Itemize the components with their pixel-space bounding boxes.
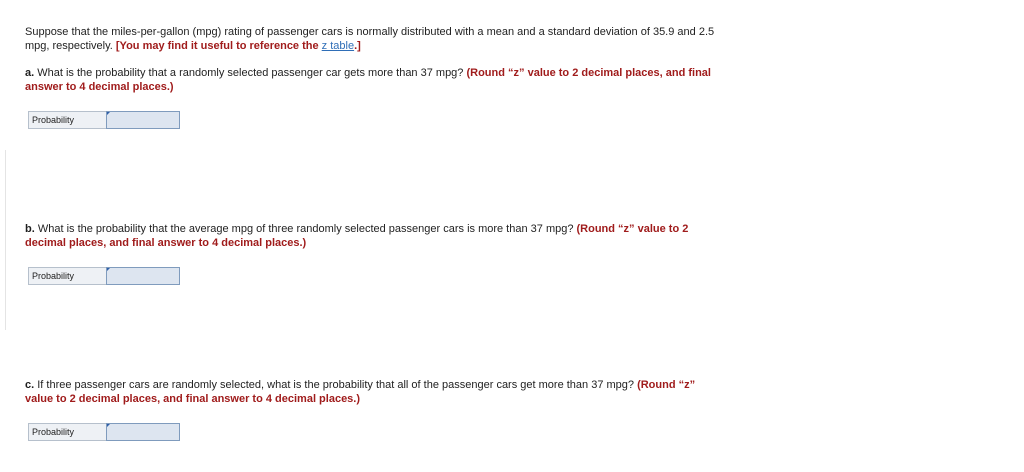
probability-input-wrap-a	[106, 111, 180, 129]
question-content	[25, 25, 725, 437]
question-b-text: What is the probability that the average mpg of three randomly selected passenger cars is more than 37 mpg?	[34, 223, 577, 235]
question-c-instruction: (Round “z” value to 2 decimal places, and final answer to 4 decimal places.)	[25, 379, 696, 405]
question-c	[25, 378, 725, 406]
question-c-prefix: c.	[25, 379, 35, 391]
probability-input-wrap-b	[106, 267, 180, 285]
answer-row-b	[28, 267, 180, 285]
z-table-link[interactable]: z table	[321, 40, 355, 52]
intro-text: Suppose that the miles-per-gallon (mpg) rating of passenger cars is normally distributed with a mean and a standard deviation of 35.9 and 2.5 mpg, respectively.	[25, 26, 715, 52]
question-b-instruction: (Round “z” value to 2 decimal places, and final answer to 4 decimal places.)	[25, 223, 689, 249]
hint-close-text: .]	[354, 40, 361, 52]
hint-open-text: [You may find it useful to reference the	[115, 40, 322, 52]
question-c-text: If three passenger cars are randomly selected, what is the probability that all of the passenger cars get more than 37 mpg?	[34, 379, 638, 391]
question-a-instruction: (Round “z” value to 2 decimal places, and final answer to 4 decimal places.)	[25, 67, 711, 93]
probability-label-a: Probability	[28, 111, 106, 129]
answer-row-c	[28, 423, 180, 441]
probability-label-b: Probability	[28, 267, 106, 285]
reference-hint	[116, 40, 361, 52]
probability-input-wrap-c	[106, 423, 180, 441]
problem-intro	[25, 25, 725, 53]
question-b-prefix: b.	[25, 223, 35, 235]
question-a-text: What is the probability that a randomly selected passenger car gets more than 37 mpg?	[34, 67, 467, 79]
question-b	[25, 222, 725, 250]
left-panel-edge	[0, 150, 6, 330]
question-a	[25, 66, 725, 94]
probability-input-c[interactable]	[106, 423, 180, 441]
probability-label-c: Probability	[28, 423, 106, 441]
question-a-prefix: a.	[25, 67, 35, 79]
probability-input-a[interactable]	[106, 111, 180, 129]
probability-input-b[interactable]	[106, 267, 180, 285]
answer-row-a	[28, 111, 180, 129]
